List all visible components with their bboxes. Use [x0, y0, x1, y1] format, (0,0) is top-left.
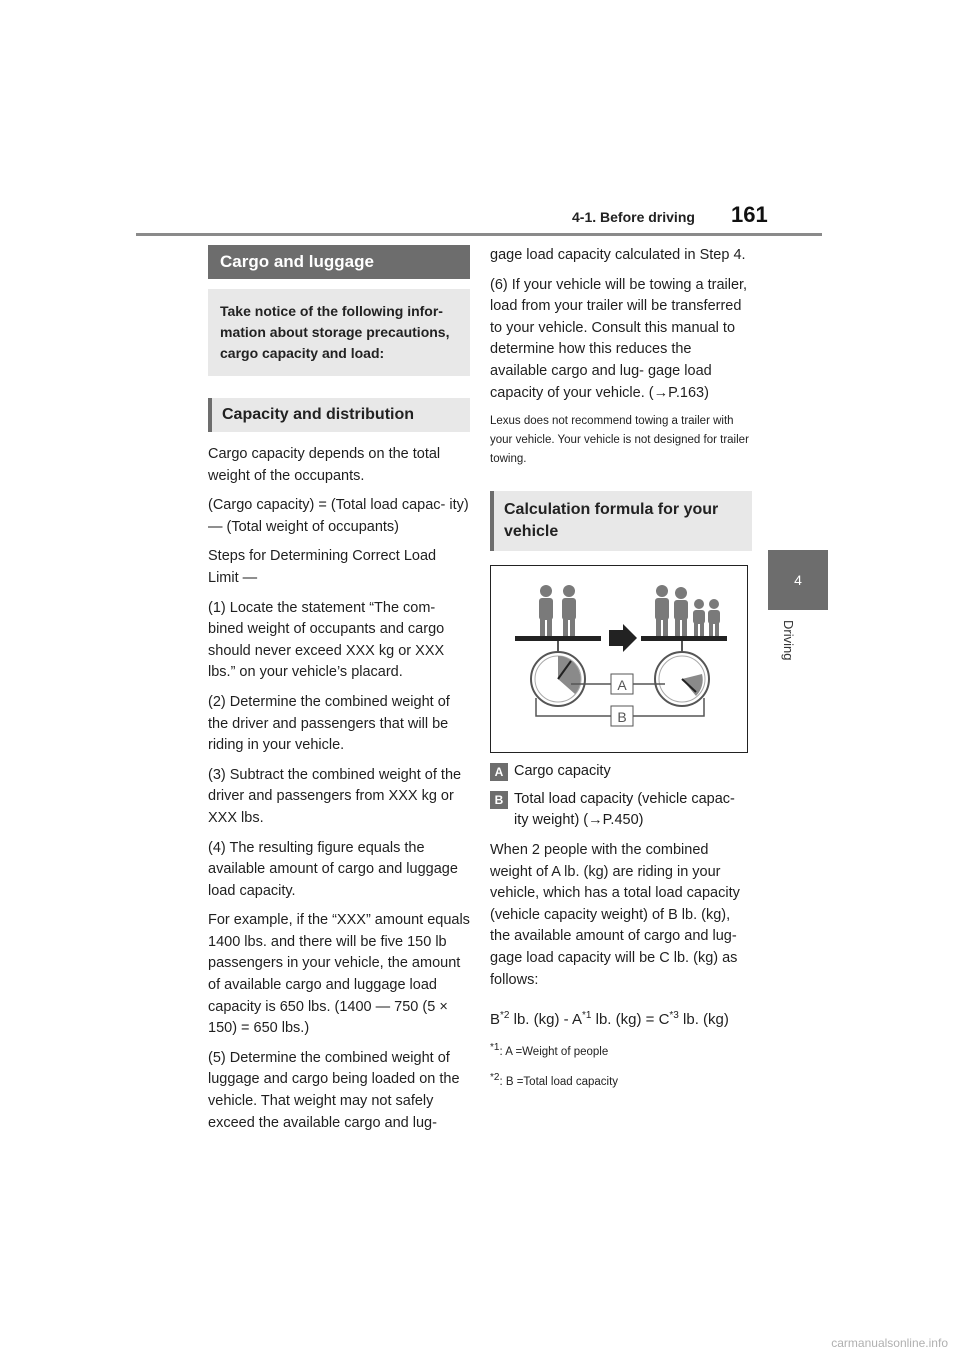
paragraph: When 2 people with the combined weight of A lb. (kg) are riding in your vehicle, which has a total load capacity (vehicle capacity weight) of B lb. (kg), the available amount of cargo and lug- gage load capacity will be C lb. (kg) as follows: — [490, 841, 740, 988]
footnote-text: : B =Total load capacity — [499, 1075, 619, 1088]
formula — [490, 1005, 752, 1031]
watermark: carmanualsonline.info — [831, 1336, 948, 1350]
chapter-label — [768, 620, 828, 690]
section-heading: Cargo and luggage — [208, 245, 470, 279]
section-title: 4-1. Before driving — [572, 209, 695, 225]
legend-item — [490, 761, 752, 783]
paragraph: (6) If your vehicle will be towing a trailer, load from your trailer will be transferred to your vehicle. Consult this manual to determine how this reduces the available cargo and lug- gage load capacity of your vehicle. (→P.163) — [490, 276, 748, 401]
left-column — [208, 245, 470, 1134]
footnote-mark: *2 — [500, 1010, 510, 1022]
subheading-capacity: Capacity and distribution — [208, 398, 470, 432]
platform-left — [515, 636, 601, 641]
formula-text: lb. (kg) = — [591, 1011, 659, 1029]
diagram-label-a: A — [617, 677, 627, 694]
load-illustration — [491, 566, 747, 752]
legend-text: Total load capacity (vehicle capac- ity weight) (→P.450) — [514, 790, 735, 829]
body-text — [208, 444, 470, 1134]
header-divider — [136, 233, 822, 236]
paragraph: (2) Determine the combined weight of the driver and passengers that will be riding in your vehicle. — [208, 693, 450, 754]
legend — [490, 761, 752, 832]
footnote-text: : A =Weight of people — [499, 1045, 609, 1058]
towing-note: Lexus does not recommend towing a trailer with your vehicle. Your vehicle is not designed for trailer towing. — [490, 415, 749, 466]
legend-key: B — [490, 791, 508, 809]
paragraph: (5) Determine the combined weight of luggage and cargo being loaded on the vehicle. That weight may not safely exceed the available cargo and lug- — [208, 1049, 460, 1131]
formula-a: A — [571, 1011, 582, 1029]
load-diagram — [490, 565, 748, 753]
paragraph: gage load capacity calculated in Step 4. — [490, 247, 746, 263]
footnote-mark: *2 — [490, 1071, 500, 1083]
paragraph: (4) The resulting figure equals the available amount of cargo and luggage load capacity. — [208, 839, 458, 899]
paragraph: For example, if the “XXX” amount equals 1400 lbs. and there will be five 150 lb passengers in your vehicle, the amount of available cargo and luggage load capacity is 650 lbs. (1400 — 750 (5 × 150) = 650 lbs.) — [208, 912, 470, 1037]
people-icon — [539, 585, 576, 637]
paragraph: Cargo capacity depends on the total weight of the occupants. — [208, 446, 441, 484]
scale-gauge-right — [655, 652, 709, 706]
footnote-mark: *1 — [582, 1010, 592, 1022]
diagram-label-b: B — [617, 709, 627, 726]
footnotes — [490, 1035, 752, 1095]
paragraph: (1) Locate the statement “The com- bined weight of occupants and cargo should never exceed XXX kg or XXX lbs.” on your vehicle’s placard. — [208, 599, 445, 681]
intro-box: Take notice of the following infor- mation about storage precautions, cargo capacity and load: — [208, 289, 470, 376]
right-column — [490, 245, 752, 1094]
legend-item — [490, 789, 752, 832]
paragraph: Steps for Determining Correct Load Limit — — [208, 548, 437, 586]
legend-text: Cargo capacity — [514, 763, 611, 780]
page-number: 161 — [731, 202, 768, 227]
footnote-mark: *3 — [669, 1010, 679, 1022]
formula-text: lb. (kg) - — [509, 1011, 572, 1029]
footnote-mark: *1 — [490, 1041, 500, 1053]
subheading-formula: Calculation formula for your vehicle — [490, 491, 752, 551]
formula-b: B — [490, 1011, 501, 1029]
legend-key: A — [490, 763, 508, 781]
formula-c: C — [658, 1011, 670, 1029]
scale-gauge-left — [531, 652, 585, 706]
footnote — [490, 1035, 752, 1065]
chapter-tab: 4 — [768, 550, 828, 610]
paragraph: (Cargo capacity) = (Total load capac- ity) — (Total weight of occupants) — [208, 497, 469, 535]
people-with-children-icon — [655, 585, 720, 637]
paragraph: (3) Subtract the combined weight of the driver and passengers from XXX kg or XXX lbs. — [208, 766, 462, 826]
formula-text: lb. (kg) — [678, 1011, 729, 1029]
chapter-label-text: Driving — [781, 620, 796, 661]
platform-right — [641, 636, 727, 641]
arrow-right-icon — [609, 624, 637, 652]
footnote — [490, 1065, 752, 1095]
